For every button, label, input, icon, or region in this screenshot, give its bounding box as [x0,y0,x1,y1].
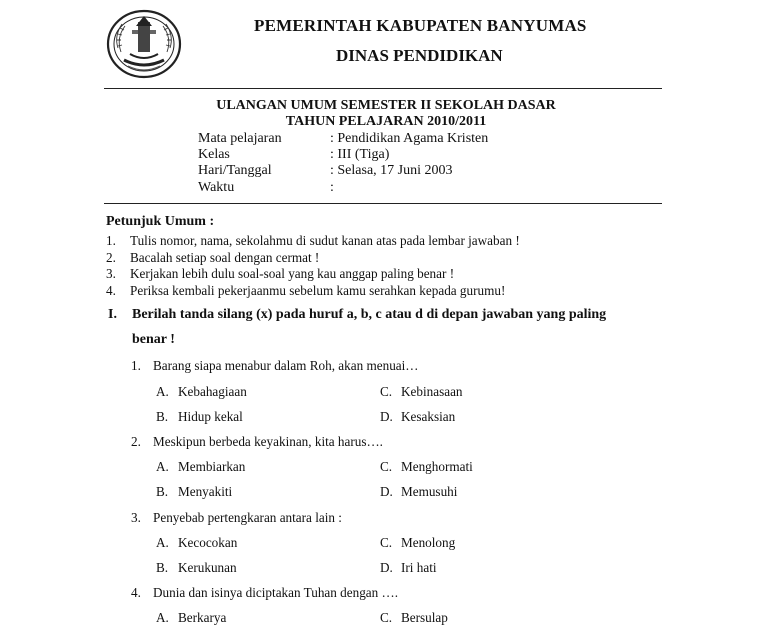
department-heading: DINAS PENDIDIKAN [336,46,503,65]
option-text: Menyakiti [178,484,233,499]
answer-option [380,384,463,400]
option-text: Iri hati [401,560,437,575]
instructions-title: Petunjuk Umum : [106,214,215,229]
instruction-item [106,283,506,299]
answer-option [156,459,246,475]
question [131,434,383,450]
answer-option [380,409,456,425]
answer-option [380,610,448,626]
section-instruction-continued: benar ! [132,332,175,347]
meta-divider [104,203,662,204]
meta-label: Waktu [198,180,235,195]
option-text: Kebahagiaan [178,384,247,399]
answer-option [156,535,238,551]
option-letter: A. [156,535,169,550]
option-text: Hidup kekal [178,409,243,424]
meta-label: Kelas [198,147,230,162]
answer-option [156,384,247,400]
question-number: 2. [131,434,141,449]
option-text: Membiarkan [178,459,246,474]
instruction-number: 1. [106,233,116,248]
instruction-item [106,233,520,249]
answer-option [380,484,458,500]
instruction-text: Bacalah setiap soal dengan cermat ! [130,250,320,265]
option-letter: D. [380,409,393,424]
option-text: Kerukunan [178,560,237,575]
meta-label: Mata pelajaran [198,131,282,146]
question-number: 4. [131,585,141,600]
question [131,585,399,601]
district-seal-logo [104,8,184,80]
instruction-text: Periksa kembali pekerjaanmu sebelum kamu serahkan kepada gurumu! [130,283,506,298]
option-letter: C. [380,384,393,399]
option-letter: D. [380,560,393,575]
question [131,358,419,374]
option-letter: B. [156,560,169,575]
option-letter: B. [156,409,169,424]
section-instruction: Berilah tanda silang (x) pada huruf a, b, c atau d di depan jawaban yang paling [132,307,607,322]
meta-value: : Selasa, 17 Juni 2003 [330,163,453,178]
option-letter: A. [156,610,169,625]
meta-value: : [330,180,334,195]
question-number: 1. [131,358,141,373]
option-letter: A. [156,384,169,399]
answer-option [156,610,227,626]
instruction-text: Tulis nomor, nama, sekolahmu di sudut kanan atas pada lembar jawaban ! [130,233,520,248]
exam-title: ULANGAN UMUM SEMESTER II SEKOLAH DASAR [216,98,556,113]
option-text: Memusuhi [401,484,458,499]
question-text: Penyebab pertengkaran antara lain : [153,510,342,525]
meta-value: : III (Tiga) [330,147,390,162]
exam-year: TAHUN PELAJARAN 2010/2011 [285,114,487,129]
instruction-item [106,250,320,266]
instruction-text: Kerjakan lebih dulu soal-soal yang kau anggap paling benar ! [130,266,455,281]
option-letter: C. [380,610,393,625]
instruction-item [106,266,455,282]
option-text: Menghormati [401,459,473,474]
option-text: Bersulap [401,610,448,625]
option-letter: B. [156,484,169,499]
question-text: Meskipun berbeda keyakinan, kita harus…. [153,434,383,449]
option-text: Kesaksian [401,409,456,424]
answer-option [156,560,237,576]
instruction-number: 4. [106,283,116,298]
question-number: 3. [131,510,141,525]
instruction-number: 2. [106,250,116,265]
option-letter: C. [380,459,393,474]
option-text: Kecocokan [178,535,238,550]
option-text: Menolong [401,535,456,550]
option-text: Berkarya [178,610,227,625]
question-text: Barang siapa menabur dalam Roh, akan menuai… [153,358,419,373]
answer-option [156,409,243,425]
answer-option [380,560,437,576]
meta-value: : Pendidikan Agama Kristen [330,131,489,146]
option-letter: A. [156,459,169,474]
option-letter: D. [380,484,393,499]
answer-option [380,459,473,475]
meta-label: Hari/Tanggal [198,163,272,178]
question [131,510,342,526]
answer-option [380,535,456,551]
header-divider [104,88,662,89]
option-letter: C. [380,535,393,550]
government-heading: PEMERINTAH KABUPATEN BANYUMAS [254,16,587,35]
question-text: Dunia dan isinya diciptakan Tuhan dengan …. [153,585,399,600]
option-text: Kebinasaan [401,384,463,399]
section-numeral: I. [108,307,117,322]
answer-option [156,484,233,500]
instruction-number: 3. [106,266,116,281]
